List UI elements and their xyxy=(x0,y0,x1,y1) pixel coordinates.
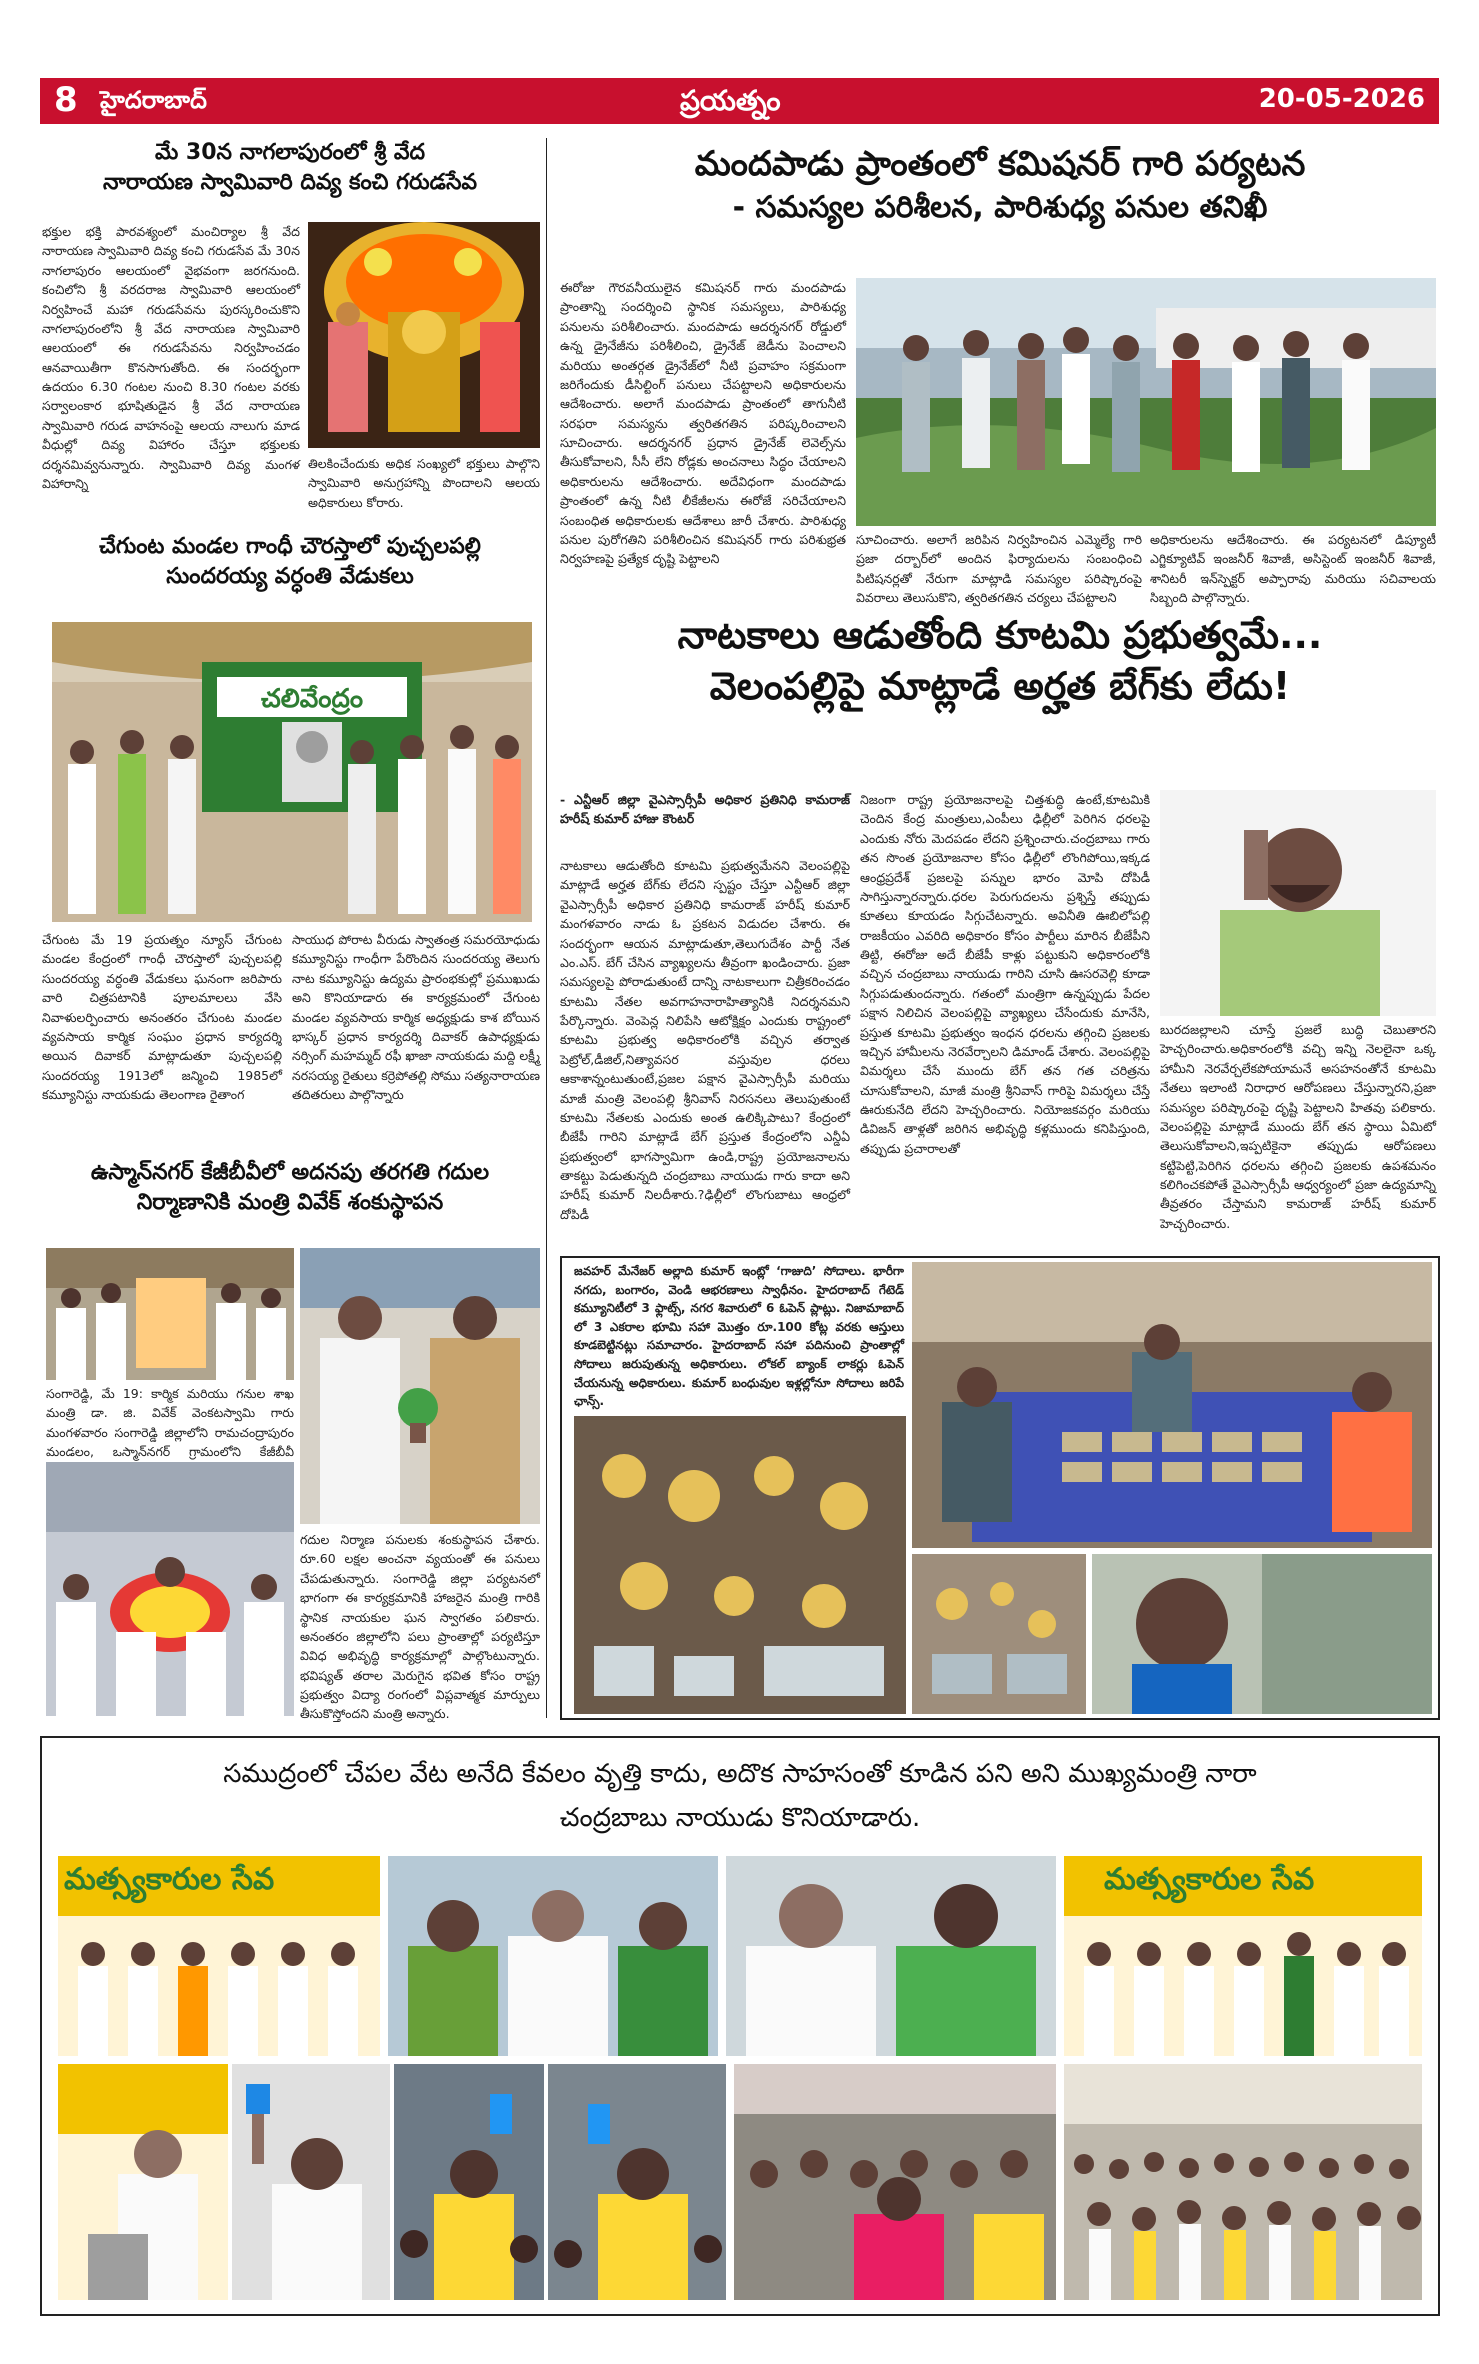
story7-caption xyxy=(60,1752,1420,1840)
masthead-bar xyxy=(40,78,1439,124)
story5-headline-line2: వెలంపల్లిపై మాట్లాడే అర్హత బేగ్‌కు లేదు! xyxy=(709,664,1291,709)
story7-banner-text-left: మత్స్యకారుల సేవ xyxy=(64,1862,275,1897)
story6-photo-cash-counting xyxy=(912,1262,1432,1548)
column-divider xyxy=(546,138,547,1718)
story4-headline-line1: మందపాడు ప్రాంతంలో కమిషనర్ గారి పర్యటన xyxy=(694,144,1306,184)
story4-headline-line2: - సమస్యల పరిశీలన, పారిశుధ్య పనుల తనిఖీ xyxy=(732,189,1268,225)
story2-banner-text: చలివేంద్రం xyxy=(260,684,364,714)
story6-photo-jewellery xyxy=(574,1416,906,1714)
issue-date: 20-05-2026 xyxy=(1258,84,1425,114)
story3-headline-line1: ఉస్మాన్‌నగర్ కేజీబీవీలో అదనపు తరగతి గదుల xyxy=(90,1160,490,1185)
story7-banner-text-right: మత్స్యకారుల సేవ xyxy=(1104,1862,1315,1897)
story5-byline: - ఎన్టీఆర్ జిల్లా వైఎస్సార్సీపీ అధికార ప్రతినిధి కామరాజ్ హరీష్ కుమార్ హాజు కౌంటర్ xyxy=(560,792,850,827)
story1-headline-line2: నారాయణ స్వామివారి దివ్య కంచి గరుడసేవ xyxy=(102,169,478,195)
story1-body-left: భక్తుల భక్తి పారవశ్యంలో మంచిర్యాల శ్రీ వేద నారాయణ స్వామివారి దివ్య కంచి గరుడసేవ మే 30న నాగలాపురం ఆలయంలో వైభవంగా జరగనుంది. కంచిలోని శ్రీ వరదరాజ స్వామివారి ఆలయంలో నిర్వహించే మహా గరుడసేవను పురస్కరించుకొని నాగలాపురంలోని శ్రీ వేద నారాయణ స్వామివారి ఆలయంలో ఈ గరుడసేవను నిర్వహించడం ఆనవాయితీగా కొనసాగుతోంది. ఈ సందర్భంగా ఉదయం 6.30 గంటల నుంచి 8.30 గంటల వరకు సర్వాలంకార భూషితుడైన శ్రీ వేద నారాయణ స్వామివారి గరుడ వాహనంపై ఆలయ నాలుగు మాడ వీధుల్లో దివ్య విహారం చేస్తూ భక్తులకు దర్శనమివ్వనున్నారు. స్వామివారి దివ్య మంగళ విహారాన్ని xyxy=(42,224,300,491)
story2-headline xyxy=(40,532,540,591)
story7-photo-crowd-phone2 xyxy=(548,2064,726,2300)
story7-photo-cm-fisherman xyxy=(726,1856,1056,2056)
story7-photo-stage-right xyxy=(1064,1856,1422,2056)
story2-body-left: చేగుంట మే 19 ప్రయత్నం న్యూస్ చేగుంట మండల కేంద్రంలో గాంధీ చౌరస్తాలో పుచ్చలపల్లి సుందరయ్య వర్ధంతి వేడుకలు ఘనంగా జరిపారు వారి చిత్రపటానికి పూలమాలలు వేసి నివాళులర్పించారు అనంతరం చేగుంట మండల వ్యవసాయ కార్మిక సంఘం ప్రధాన కార్యదర్శి అయిన దివాకర్ మాట్లాడుతూ పుచ్చలపల్లి సుందరయ్య 1913లో జన్మించి 1985లో కమ్యూనిస్టు నాయకుడు తెలంగాణ రైతాంగ xyxy=(42,932,282,1102)
story7-photo-cm-woman xyxy=(388,1856,718,2056)
story5-headline xyxy=(560,610,1440,713)
story6-photo-official xyxy=(1092,1554,1432,1714)
story4-body-col3: అధికారులను ఆదేశించారు. ఈ పర్యటనలో డిప్యూటీ ఎగ్జిక్యూటివ్ ఇంజనీర్ శివాజీ, అసిస్టెంట్ ఇంజనీర్ శివాజీ, శానిటరీ ఇన్‌స్పెక్టర్ అప్పారావు మరియు సచివాలయ సిబ్బంది పాల్గొన్నారు. xyxy=(1150,532,1436,606)
story2-headline-line1: చేగుంట మండల గాంధీ చౌరస్తాలో పుచ్చలపల్లి xyxy=(99,534,481,559)
story7-caption-line1: సముద్రంలో చేపల వేట అనేది కేవలం వృత్తి కాదు, అదొక సాహసంతో కూడిన పని అని ముఖ్యమంత్రి నారా xyxy=(223,1759,1257,1789)
story3-photo-welcome xyxy=(46,1462,294,1716)
story7-photo-man-selfie xyxy=(232,2064,390,2300)
page-number: 8 xyxy=(54,80,78,120)
story4-photo-inspection xyxy=(856,278,1436,526)
story3-headline xyxy=(40,1158,540,1217)
masthead-city: హైదరాబాద్ xyxy=(100,86,207,114)
story1-body-right: తిలకించేందుకు అధిక సంఖ్యలో భక్తులు పాల్గొని స్వామివారి అనుగ్రహాన్ని పొందాలని ఆలయ అధికారులు కోరారు. xyxy=(308,456,540,510)
story7-photo-crowd-phone1 xyxy=(394,2064,544,2300)
story2-body-right: సాయుధ పోరాట వీరుడు స్వాతంత్ర సమరయోధుడు కమ్యూనిస్టు గాంధీగా పేరొందిన సుందరయ్య తెలుగు నాట కమ్యూనిస్టు ఉద్యమ ప్రారంభకుల్లో ప్రముఖుడు అని కొనియాడారు ఈ కార్యక్రమంలో చేగుంట మండల వ్యవసాయ కార్మిక అధ్యక్షుడు కాశ బోయిన భాస్కర్ ప్రధాన కార్యదర్శి దివాకర్ ఉపాధ్యక్షుడు నర్సింగ్ మహమ్మద్ రఫీ ఖాజా నాయకుడు మద్ది లక్ష్మీ నరసయ్య రైతులు కర్రెపోతల్లి సోము సత్యనారాయణ తదితరులు పాల్గొన్నారు xyxy=(292,932,540,1102)
story5-body-col2: నిజంగా రాష్ట్ర ప్రయోజనాలపై చిత్తశుద్ధి ఉంటే,కూటమికి చెందిన కేంద్ర మంత్రులు,ఎంపీలు ఢిల్లీలో పెరిగిన ధరలపై ఎందుకు నోరు మెదపడం లేదని ప్రశ్నించారు.చంద్రబాబు గారు తన సొంత ప్రయోజనాల కోసం ఢిల్లీలో లొంగిపోయి,ఇక్కడ ఆంధ్రప్రదేశ్ ప్రజలపై పన్నుల భారం మోపి దోపిడీ సాగిస్తున్నారన్నారు.ధరల పెరుగుదలను ప్రశ్నిస్తే తప్పుడు కూతలు కూయడం సిగ్గుచేటన్నారు. అవినీతి ఊబిలోపల్లి రాజకీయం ఎవరిది అధికారం కోసం పార్టీలు మారిన బీజేపీని తిట్టి, ఈరోజు అదే బీజేపీ కాళ్లు పట్టుకుని అధికారంలోకి వచ్చిన చంద్రబాబు నాయుడు గారిని చూసి ఊసరవెల్లి కూడా సిగ్గుపడుతుందన్నారు. గతంలో మంత్రిగా ఉన్నప్పుడు పేదల పక్షాన నిలిచిన వెలంపల్లిపై వ్యాఖ్యలు చేసేందుకు మానేసి, ప్రస్తుత కూటమి ప్రభుత్వం ఇంధన ధరలను తగ్గించి ప్రజలకు ఇచ్చిన హామీలను నెరవేర్చాలని డిమాండ్ చేశారు. వెలంపల్లిపై విమర్శలు చేసే ముందు బేగ్ తన గత చరిత్రను చూసుకోవాలని, మాజీ మంత్రి శ్రీనివాస్ గారిపై విమర్శలు చేస్తే ఊరుకునేది లేదని హెచ్చరించారు. నియోజకవర్గం మరియు డివిజన్ తాళ్లతో జరిగిన అభివృద్ధి కళ్లముందు కనిపిస్తుంది, తప్పుడు ప్రచారాలతో xyxy=(860,792,1150,1156)
story2-headline-line2: సుందరయ్య వర్ధంతి వేడుకలు xyxy=(166,563,414,589)
story7-photo-cm-podium xyxy=(58,2064,228,2300)
story5-body-col1: నాటకాలు ఆడుతోంది కూటమి ప్రభుత్వమేనని వెలంపల్లిపై మాట్లాడే అర్హత బేగ్‌కు లేదని స్పష్టం చేస్తూ ఎన్టీఆర్ జిల్లా వైఎస్సార్సీపీ అధికార ప్రతినిధి కామరాజ్ హరీష్ కుమార్ మంగళవారం నాడు ఓ ప్రకటన విడుదల చేశారు. ఈ సందర్భంగా ఆయన మాట్లాడుతూ,తెలుగుదేశం పార్టీ నేత ఎం.ఎస్. బేగ్ చేసిన వ్యాఖ్యలను తీవ్రంగా ఖండించారు. ప్రజా సమస్యలపై పోరాడుతుంటే దాన్ని నాటకాలుగా చిత్రీకరించడం కూటమి నేతల అవగాహనారాహిత్యానికి నిదర్శనమని పేర్కొన్నారు. వెంపెన్ల నిలిపేసి ఆటోక్షిక్షం ఎందుకు రాష్ట్రంలో కూటమి ప్రభుత్వ అధికారంలోకి వచ్చిన తర్వాత పెట్రోల్,డీజిల్,నిత్యావసర వస్తువుల ధరలు ఆకాశాన్నంటుతుంటే,ప్రజల పక్షాన వైఎస్సార్సీపీ మరియు మాజీ మంత్రి వెలంపల్లి శ్రీనివాస్ నిరసనలు తెలుపుతుంటే కూటమి నేతలకు ఎందుకు అంత ఉలిక్కిపాటు? కేంద్రంలో బీజేపీ గారిని మాట్లాడే బేగ్ ప్రస్తుత కేంద్రంలోని ఎన్డీఏ ప్రభుత్వంలో భాగస్వామిగా ఉండి,రాష్ట్ర ప్రయోజనాలను తాకట్టు పెడుతున్నది చంద్రబాబు నాయుడు గారు కాదా అని హరీష్ కుమార్ నిలదీశారు.?ఢిల్లీలో లొంగుబాటు ఆంధ్రలో దోపిడీ xyxy=(560,858,850,1222)
story1-headline xyxy=(40,138,540,197)
story7-photo-crowd-wide xyxy=(1064,2064,1422,2300)
story5-body-col3: బురదజల్లాలని చూస్తే ప్రజలే బుద్ధి చెబుతారని హెచ్చరించారు.అధికారంలోకి వచ్చి ఇన్ని నెలలైనా ఒక్క హామీని నెరవేర్చలేకపోయామనే అసహనంతోనే కూటమి నేతలు ఇలాంటి నిరాధార ఆరోపణలు చేస్తున్నారని,ప్రజా సమస్యల పరిష్కారంపై దృష్టి పెట్టాలని హితవు పలికారు. వెలంపల్లిపై మాట్లాడే ముందు బేగ్ తన స్థాయి ఏమిటో తెలుసుకోవాలని,ఇప్పటికైనా తప్పుడు ఆరోపణలు కట్టిపెట్టి,పెరిగిన ధరలను తగ్గించి ప్రజలకు ఉపశమనం కలిగించకపోతే వైఎస్సార్సీపీ ఆధ్వర్యంలో ప్రజా ఉద్యమాన్ని తీవ్రతరం చేస్తామని కామరాజ్ హరీష్ కుమార్ హెచ్చరించారు. xyxy=(1160,1022,1436,1231)
story3-photo-plant-gift xyxy=(300,1248,540,1524)
story5-headline-line1: నాటకాలు ఆడుతోంది కూటమి ప్రభుత్వమే... xyxy=(677,613,1323,657)
story5-photo-spokesperson xyxy=(1160,790,1436,1016)
story6-photo-valuables xyxy=(912,1554,1086,1714)
story6-text: జవహర్ మేనేజర్ అల్లాది కుమార్ ఇంట్లో ‘గాజుది’ సోదాలు. భారీగా నగదు, బంగారం, వెండి ఆభరణాలు స్వాధీనం. హైదరాబాద్ గేటెడ్ కమ్యూనిటీలో 3 ఫ్లాట్స్, నగర శివారులో 6 ఓపెన్ ప్లాట్లు. నిజామాబాద్ లో 3 ఎకరాల భూమి సహా మొత్తం రూ.100 కోట్ల వరకు ఆస్తులు కూడబెట్టినట్లు సమాచారం. హైదరాబాద్ సహా పదినుంచి ప్రాంతాల్లో సోదాలు జరుపుతున్న అధికారులు. లోకల్ బ్యాంక్ లాకర్లు ఓపెన్ చేయనున్న అధికారులు. కుమార్ బంధువుల ఇళ్లల్లోనూ సోదాలు జరిపే ఛాన్స్. xyxy=(574,1264,904,1409)
story7-photo-stage-left xyxy=(58,1856,380,2056)
story3-body-left: సంగారెడ్డి, మే 19: కార్మిక మరియు గనుల శాఖ మంత్రి డా. జి. వివేక్ వెంకటస్వామి గారు మంగళవారం సంగారెడ్డి జిల్లాలోని రామచంద్రాపురం మండలం, ఒస్మాన్‌నగర్ గ్రామంలోని కేజీబీవీ xyxy=(46,1386,294,1460)
story4-headline xyxy=(560,142,1440,228)
story1-photo-deity xyxy=(308,222,540,448)
story3-headline-line2: నిర్మాణానికి మంత్రి వివేక్ శంకుస్థాపన xyxy=(136,1189,444,1215)
story3-body-right: గదుల నిర్మాణ పనులకు శంకుస్థాపన చేశారు. రూ.60 లక్షల అంచనా వ్యయంతో ఈ పనులు చేపడుతున్నారు. సంగారెడ్డి జిల్లా పర్యటనలో భాగంగా ఈ కార్యక్రమానికి హాజరైన మంత్రి గారికి స్థానిక నాయకుల ఘన స్వాగతం పలికారు. అనంతరం జిల్లాలోని పలు ప్రాంతాల్లో పర్యటిస్తూ వివిధ అభివృద్ధి కార్యక్రమాల్లో పాల్గొంటున్నారు. భవిష్యత్ తరాల మెరుగైన భవిత కోసం రాష్ట్ర ప్రభుత్వం విద్యా రంగంలో విప్లవాత్మక మార్పులు తీసుకొస్తోందని మంత్రి అన్నారు. xyxy=(300,1532,540,1722)
story7-photo-crowd-women xyxy=(734,2064,1056,2300)
story4-body-col1: ఈరోజు గౌరవనీయులైన కమిషనర్ గారు మందపాడు ప్రాంతాన్ని సందర్శించి స్థానిక సమస్యలు, పారిశుధ్య పనులను పరిశీలించారు. మందపాడు ఆదర్శనగర్ రోడ్డులో ఉన్న డ్రైనేజీను పరిశీలించి, డ్రైనేజ్ జెడీను పెంచాలని మరియు అంతర్గత డ్రైనేజ్‌లో నీటి ప్రవాహం సక్రమంగా జరిగేందుకు డీసిల్టింగ్ పనులు చేపట్టాలని అధికారులను ఆదేశించారు. అలాగే మందపాడు ప్రాంతంలో తాగునీటి సరఫరా సమస్యను త్వరితగతిన పరిష్కరించాలని సూచించారు. ఆదర్శనగర్ ప్రధాన డ్రైనేజ్ లెవెల్స్‌ను తీసుకోవాలని, సీసీ లేని రోడ్లకు అంచనాలు సిద్ధం చేయాలని అధికారులను ఆదేశించారు. అదేవిధంగా మందపాడు ప్రాంతంలో ఉన్న నీటి లీకేజీలను ఈరోజే సరిచేయాలని సంబంధిత అధికారులకు ఆదేశాలు జారీ చేశారు. పారిశుధ్య పనుల పురోగతిని పరిశీలించిన కమిషనర్ గారు పరిశుభ్రత నిర్వహణపై ప్రత్యేక దృష్టి పెట్టాలని xyxy=(560,280,846,567)
story7-caption-line2: చంద్రబాబు నాయుడు కొనియాడారు. xyxy=(559,1803,921,1834)
paper-name: ప్రయత్నం xyxy=(680,84,781,117)
story2-photo-group xyxy=(52,622,532,922)
story4-body-col2: సూచించారు. అలాగే జరిపిన నిర్వహించిన ఎమ్మెల్యే గారి ప్రజా దర్బార్‌లో అందిన ఫిర్యాదులను సంబంధించి పిటిషనర్లతో నేరుగా మాట్లాడి సమస్యల పరిష్కారంపై వివరాలు తెలుసుకొని, త్వరితగతిన చర్యలు చేపట్టాలని xyxy=(856,532,1142,606)
story1-headline-line1: మే 30న నాగలాపురంలో శ్రీ వేద xyxy=(154,140,426,165)
story3-photo-ceremony xyxy=(46,1248,294,1380)
